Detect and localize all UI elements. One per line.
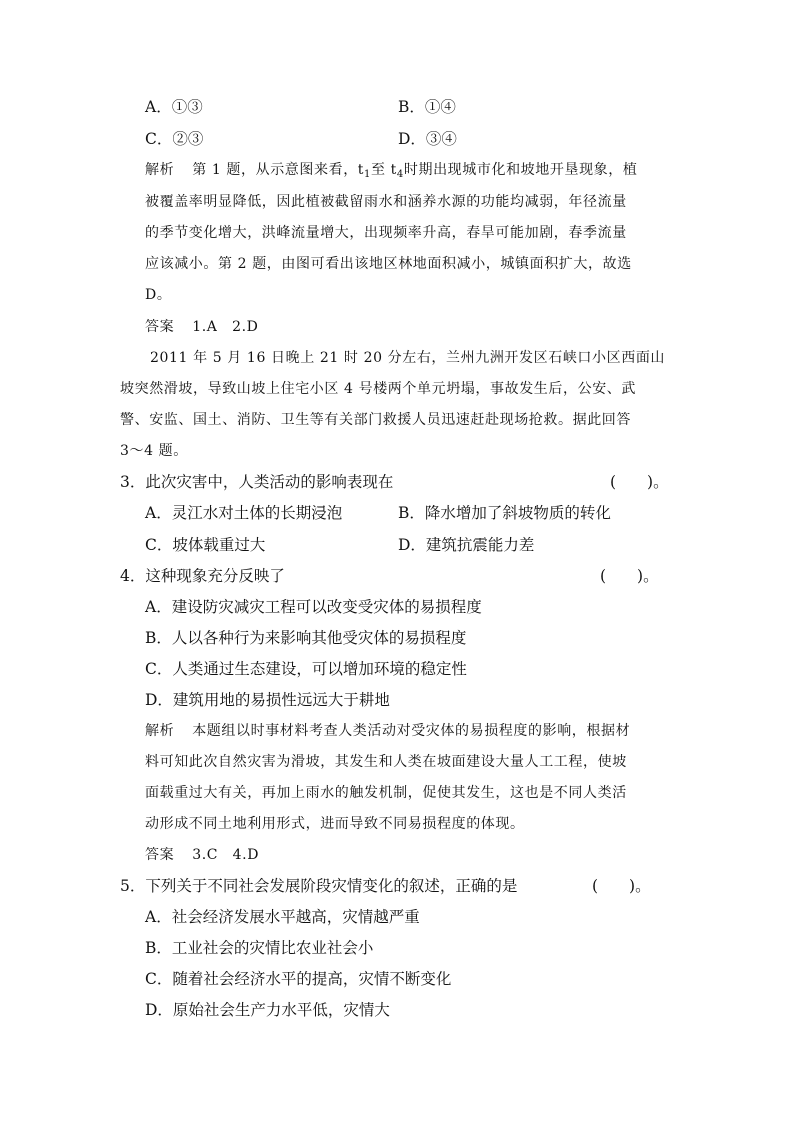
analysis1-line1-mid: 至 t [371, 162, 397, 178]
analysis1-line4: 应该减小。第 2 题，由图可看出该地区林地面积减小，城镇面积扩大，故选 [145, 256, 632, 272]
material-line4: 3～4 题。 [120, 443, 188, 459]
q2-option-b: B．①④ [398, 98, 456, 116]
q4-option-d: D．建筑用地的易损性远远大于耕地 [145, 691, 390, 709]
q2-option-c: C．②③ [145, 130, 204, 148]
analysis1-line3: 的季节变化增大，洪峰流量增大，出现频率升高，春旱可能加剧，春季流量 [145, 225, 627, 241]
q4-option-a: A．建设防灾减灾工程可以改变受灾体的易损程度 [145, 598, 482, 616]
q4-option-c: C．人类通过生态建设，可以增加环境的稳定性 [145, 660, 467, 678]
q5-option-d: D．原始社会生产力水平低，灾情大 [145, 1001, 390, 1019]
q3-option-c: C．坡体载重过大 [145, 536, 266, 554]
answer1-text: 1.A 2.D [192, 319, 259, 335]
q5-answer-paren: ( )。 [592, 877, 651, 895]
q2-option-d: D．③④ [398, 130, 457, 148]
q3-stem: 3．此次灾害中，人类活动的影响表现在 [120, 473, 394, 491]
q3-option-a: A．灵江水对土体的长期浸泡 [145, 504, 343, 522]
analysis1-label: 解析 [145, 162, 175, 178]
q2-option-a: A．①③ [145, 98, 203, 116]
answer1 [145, 317, 258, 337]
q5-stem: 5．下列关于不同社会发展阶段灾情变化的叙述，正确的是 [120, 877, 518, 895]
answer1-label: 答案 [145, 319, 175, 335]
analysis1-sub1: 1 [364, 169, 372, 180]
analysis1-line1-post: 时期出现城市化和坡地开垦现象，植 [403, 162, 638, 178]
analysis1-line1 [145, 160, 637, 185]
answer2-label: 答案 [145, 847, 175, 863]
q3-option-d: D．建筑抗震能力差 [398, 536, 535, 554]
analysis2-line1 [145, 721, 630, 741]
analysis2-label: 解析 [145, 723, 175, 739]
answer2 [145, 845, 259, 865]
q3-answer-paren: ( )。 [610, 473, 669, 491]
q3-option-b: B．降水增加了斜坡物质的转化 [398, 504, 611, 522]
analysis1-line5: D。 [145, 287, 172, 303]
analysis1-sub2: 4 [396, 169, 404, 180]
analysis2-line3: 面载重过大有关，再加上雨水的触发机制，促使其发生，这也是不同人类活 [145, 785, 627, 801]
q4-stem: 4．这种现象充分反映了 [120, 567, 285, 585]
material-line3: 警、安监、国土、消防、卫生等有关部门救援人员迅速赶赴现场抢救。据此回答 [120, 412, 631, 428]
material-line1: 2011 年 5 月 16 日晚上 21 时 20 分左右，兰州九洲开发区石峡口小区西面山 [150, 350, 666, 366]
q5-option-a: A．社会经济发展水平越高，灾情越严重 [145, 908, 420, 926]
analysis1-line1-pre: 第 1 题，从示意图来看，t [192, 162, 365, 178]
q4-answer-paren: ( )。 [600, 567, 659, 585]
q4-option-b: B．人以各种行为来影响其他受灾体的易损程度 [145, 629, 467, 647]
q5-option-b: B．工业社会的灾情比农业社会小 [145, 939, 374, 957]
q5-option-c: C．随着社会经济水平的提高，灾情不断变化 [145, 970, 452, 988]
analysis2-line2: 料可知此次自然灾害为滑坡，其发生和人类在坡面建设大量人工工程，使坡 [145, 754, 627, 770]
material-line2: 坡突然滑坡，导致山坡上住宅小区 4 号楼两个单元坍塌，事故发生后，公安、武 [120, 381, 637, 397]
analysis2-line4: 动形成不同土地利用形式，进而导致不同易损程度的体现。 [145, 816, 525, 832]
analysis2-line1-text: 本题组以时事材料考查人类活动对受灾体的易损程度的影响，根据材 [192, 723, 631, 739]
answer2-text: 3.C 4.D [192, 847, 260, 863]
analysis1-line2: 被覆盖率明显降低，因此植被截留雨水和涵养水源的功能均减弱，年径流量 [145, 194, 627, 210]
